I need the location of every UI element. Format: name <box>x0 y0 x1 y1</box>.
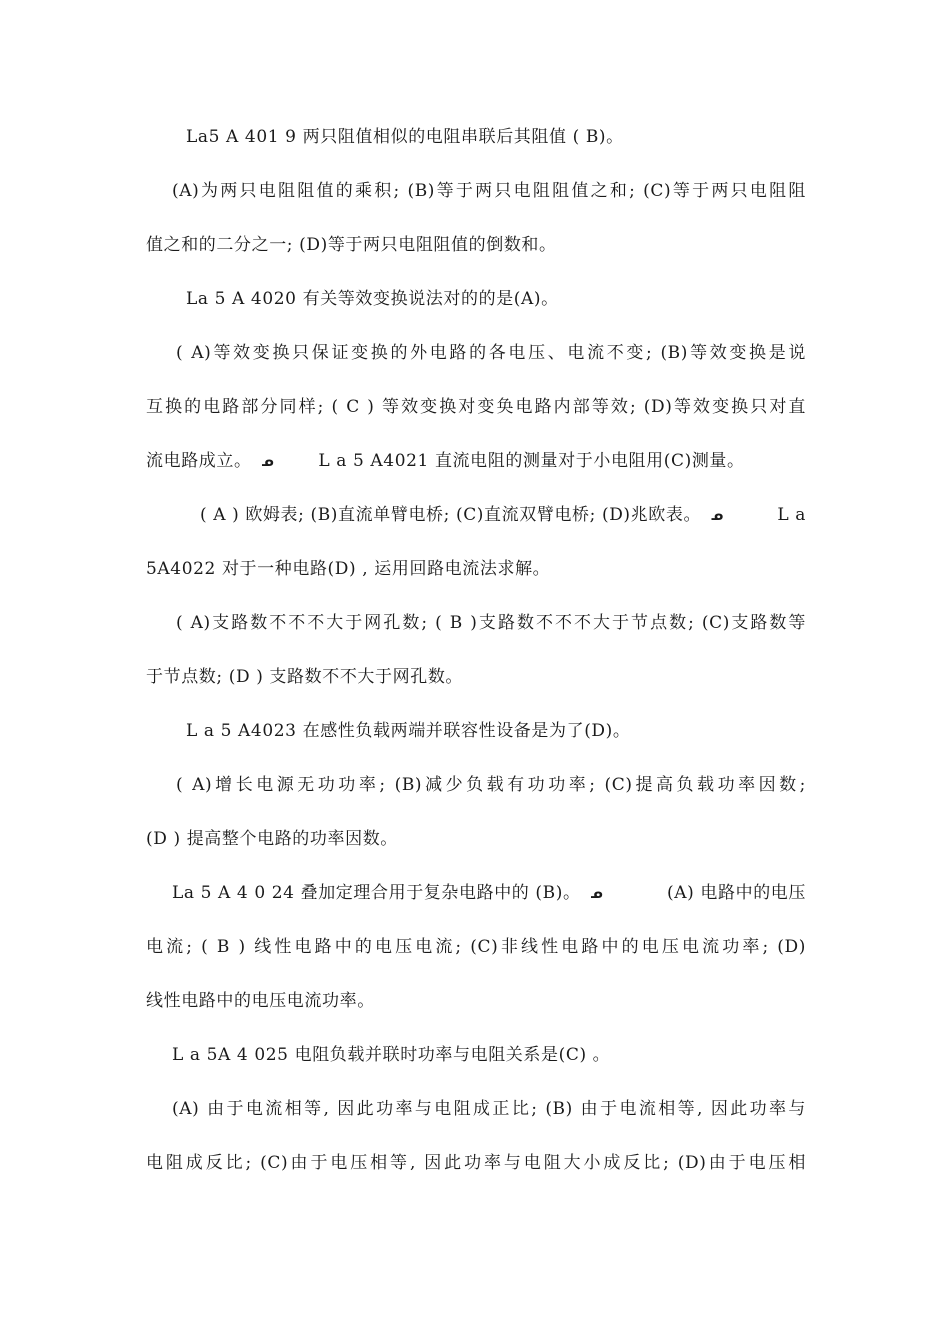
text-line: (A)为两只电阻阻值的乘积; (B)等于两只电阻阻值之和; (C)等于两只电阻阻 <box>172 181 806 201</box>
options-4023-line2 <box>146 824 806 854</box>
question-4019 <box>186 122 786 152</box>
question-4022-prefix: L a <box>777 505 806 525</box>
question-4021: L a 5 A4021 直流电阻的测量对于小电阻用(C)测量。 <box>318 451 745 471</box>
options-4019-line2 <box>146 230 806 260</box>
question-4022 <box>146 554 806 584</box>
text-line: L a 5A 4 025 电阻负载并联时功率与电阻关系是(C) 。 <box>172 1045 611 1065</box>
text-line: ( A)等效变换只保证变换的外电路的各电压、电流不变; (B)等效变换是说 <box>176 343 806 363</box>
question-4024 <box>172 878 806 908</box>
text-line: 值之和的二分之一; (D)等于两只电阻阻值的倒数和。 <box>146 235 557 255</box>
paragraph-mark-icon: ᓄ <box>711 509 724 524</box>
question-4025 <box>172 1040 772 1070</box>
options-4020-line2 <box>146 392 806 422</box>
text-line: ( A)增长电源无功功率; (B)减少负载有功功率; (C)提高负载功率因数; <box>176 775 806 795</box>
text-line: (D ) 提高整个电路的功率因数。 <box>146 829 398 849</box>
options-4020-line3 <box>146 446 806 476</box>
text-line: (A) 由于电流相等, 因此功率与电阻成正比; (B) 由于电流相等, 因此功率与 <box>172 1099 806 1119</box>
options-4023-line1 <box>176 770 806 800</box>
options-4020-line1 <box>176 338 806 368</box>
paragraph-mark-icon: ᓄ <box>261 455 275 470</box>
options-4025-line2 <box>146 1148 806 1178</box>
paragraph-mark-icon: ᓄ <box>590 887 604 902</box>
text-line: 于节点数; (D ) 支路数不不大于网孔数。 <box>146 667 464 687</box>
text-line: La 5 A 4020 有关等效变换说法对的的是(A)。 <box>186 289 559 309</box>
text-line: 线性电路中的电压电流功率。 <box>146 991 375 1011</box>
options-4024-line3 <box>146 986 806 1016</box>
text-line: 互换的电路部分同样; ( C ) 等效变换对变奂电路内部等效; (D)等效变换只对直 <box>146 397 806 417</box>
text-line: 5A4022 对于一种电路(D) , 运用回路电流法求解。 <box>146 559 551 579</box>
options-4019-line1 <box>172 176 806 206</box>
options-4022-line1 <box>176 608 806 638</box>
text-line: L a 5 A4023 在感性负载两端并联容性设备是为了(D)。 <box>186 721 631 741</box>
options-4022-line2 <box>146 662 806 692</box>
question-4023 <box>186 716 786 746</box>
options-4024-line2 <box>146 932 806 962</box>
text-line: 电阻成反比; (C)由于电压相等, 因此功率与电阻大小成反比; (D)由于电压相 <box>146 1153 806 1173</box>
options-4025-line1 <box>172 1094 806 1124</box>
text-line: 电流; ( B ) 线性电路中的电压电流; (C)非线性电路中的电压电流功率; (D) <box>146 937 806 957</box>
question-4020 <box>186 284 786 314</box>
text-line: La5 A 401 9 两只阻值相似的电阻串联后其阻值 ( B)。 <box>186 127 624 147</box>
options-4024-start: (A) 电路中的电压 <box>667 883 806 903</box>
text-line: ( A ) 欧姆表; (B)直流单臂电桥; (C)直流双臂电桥; (D)兆欧表。 <box>200 505 702 525</box>
text-line: 流电路成立。 <box>146 451 252 471</box>
options-4021 <box>200 500 806 530</box>
text-line: ( A)支路数不不不大于网孔数; ( B )支路数不不不大于节点数; (C)支路数等 <box>176 613 806 633</box>
text-line: La 5 A 4 0 24 叠加定理合用于复杂电路中的 (B)。 <box>172 883 581 903</box>
